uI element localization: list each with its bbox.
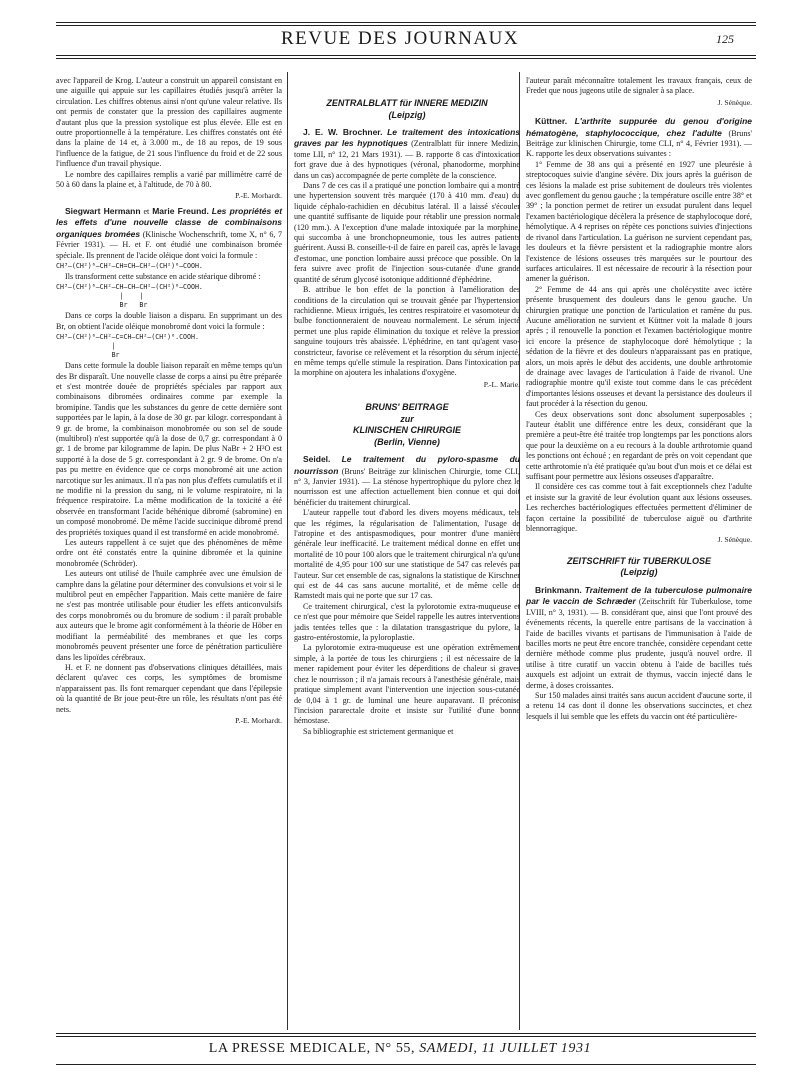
chemical-formula: CH³—(CH²)⁶—CH²—CH=CH—CH²—(CH²)⁶—COOH.: [56, 261, 203, 270]
paragraph: H. et F. ne donnent pas d'observations cliniques détaillées, mais déclarent qu'avec ces corps, les symptômes de bromisme n'apparaissent pas. Ils font remarquer cependant que dans l'épilepsie où la quantité de Br joue peut-être un rôle, les résultats n'ont pas été nets.: [56, 662, 282, 714]
journal-name: ZEITSCHRIFT für TUBERKULOSE: [567, 555, 711, 566]
author-signature: J. Sénèque.: [717, 97, 752, 107]
article-authors-2: Marie Freund.: [152, 205, 209, 216]
footer-date: SAMEDI, 11 JUILLET 1931: [419, 1041, 592, 1056]
paragraph: 2° Femme de 44 ans qui après une cholécystite avec ictère présente brusquement des douleurs dans le genou gauche. Un chirurgien pratique une ponction de l'articulation et ramène du pus. Aucune amélioration ne survient et Küttner voit la malade 8 jours après ; il renouvelle la ponction et l'examen bactériologique montre ici encore la présence de staphylocoque doré hémolytique ; la sédation de la fièvre et des douleurs n'apparaissant pas en pratique, alors, un mois après le début des accidents, une double arthrotomie de drainage avec lavages de l'articulation à l'aide de rivanol. Une radiographie montre qu'il existe tout comme dans le cas précédent d'importantes lésions osseuses et devant la persistance des douleurs il faut procéder à la résection du genou.: [526, 284, 752, 409]
journal-city: (Berlin, Vienne): [374, 436, 440, 447]
journal-name: BRUNS' BEITRAGE: [365, 402, 449, 413]
paragraph: Sa bibliographie est strictement germanique et: [303, 726, 454, 736]
article-title: Les propriétés et les effets d'une nouvelle classe de combinaisons organiques bromées: [56, 205, 283, 239]
paragraph: Il considère ces cas comme tout à fait exceptionnels chez l'adulte et insiste sur la gravité de leur évolution quant aux lésions osseuses. Les recherches bactériologiques effectuées permettent d'éliminer de façon certaine la possibilité de tuberculose aiguë ou d'arthrite blennorragique.: [526, 482, 752, 534]
paragraph: Les auteurs rappellent à ce sujet que des phénomènes de même ordre ont été constatés entre la quinine dibromée et la quinine monobromée (Schröder).: [56, 538, 282, 568]
paragraph: Dans cette formule la double liaison reparaît en même temps qu'un des Br disparaît. Une nouvelle classe de corps a ainsi pu être préparée et s'est montrée douée de propriétés spéciales par rapport aux combinaisons dibromées ordinaires comme par exemple la bromipine. Tandis que les substances du genre de cette dernière sont supportées par le lapin, à la dose de 30 gr. par kilogr. correspondant à 9 gr. de brome, la combinaison monobromée ou son sel de soude (multibrol) n'est supportée qu'à la dose de 0,7 gr. correspondant à 0 gr. 1 de brome par kilogramme de lapin. De plus NaBr + 2 H²O est supporté à la dose de 5 gr. correspondant à 2 gr. 9 de brome. On n'a pas pu mettre en évidence que ce corps monobromé ait une action narcotique sur les animaux. Il n'a pas non plus d'effets cumulatifs et il ne modifie ni la pression du sang, ni le volume respiratoire, ni la fréquence respiratoire. La même modification de la toxicité a été observée en transformant l'acide béhénique dibromé (sabromine) en un composé monobromé. De même l'acide succinique dibromé prend des propriétés toxiques quand il est transformé en acide monobromé.: [56, 361, 282, 537]
chemical-formula: CH³—(CH²)⁶—CH²—CH—CH—CH²—(CH²)⁶—COOH. | | Br Br: [56, 283, 203, 310]
paragraph: Dans 7 de ces cas il a pratiqué une ponction lombaire qui a montré une hypertension souvent très marquée (170 à 410 mm. d'eau) du liquide céphalo-rachidien en décubitus latéral. Il a laissé s'écouler une quantité suffisante de liquide pour rétablir une pression normale (120 mm.). A l'exception d'une malade intoxiquée par la morphine, qui succomba à une bronchopneumonie, tous les autres patients guérirent. Aussi B. conseille-t-il de faire en pareil cas, après le lavage d'estomac, une ponction lombaire aussi précoce que possible. On la fera suivre avec profit de l'injection sous-cutanée d'une grande quantité de sérum glycosé isotonique additionné d'éphédrine.: [294, 181, 520, 284]
footer-issue: N° 55,: [374, 1041, 416, 1056]
page-number: 125: [716, 32, 734, 46]
journal-city: (Leipzig): [620, 567, 658, 578]
column-2: [294, 76, 520, 737]
article-reference: (Klinische Wochenschrift, tome X, n° 6, 7 Février 1931). — H. et F. ont étudié une combinaison bromée spéciale. Ils prennent de l'acide oléique dont voici la formule :: [56, 229, 282, 260]
journal-city: (Leipzig): [388, 109, 426, 120]
journal-section-heading: [294, 402, 520, 448]
article-title: Le traitement des intoxications graves par les hypnotiques: [294, 127, 520, 149]
journal-name-2: KLINISCHEN CHIRURGIE: [352, 425, 461, 436]
article-heading: [56, 206, 282, 261]
header-top-rule-2: [56, 25, 756, 26]
paragraph: Dans ce corps la double liaison a disparu. En supprimant un des Br, on obtient l'acide oléique monobromé dont voici la formule :: [56, 311, 282, 331]
paragraph: 1° Femme de 38 ans qui a présenté en 1927 une pleurésie à streptocoques suivie d'angine sévère. Dix jours après la guérison de ces lésions la malade est prise subitement de douleurs très violentes avec gonflement du genou gauche ; la température oscille entre 38° et 39° ; la ponction permet de retirer un exsudat purulent dans lequel l'examen bactériologique décèlera la présence de staphylocoque doré, hémolytique. A 4 reprises on répète ces ponctions suivies d'injections de rivanol dans l'articulation. La guérison ne survient cependant pas, les douleurs et la fièvre persistent et la radiographie montre alors l'existence de lésions osseuses très marquées sur le pourtour des surfaces articulaires. Il est nécessaire de recourir à la résection pour amener la guérison.: [526, 159, 752, 284]
page-header-title: REVUE DES JOURNAUX: [280, 28, 520, 49]
journal-name: ZENTRALBLATT für INNERE MEDIZIN: [326, 98, 488, 108]
column-3: [526, 76, 752, 722]
article-reference: (Bruns' Beiträge zur klinischen Chirurgie, tome CLI, n° 4, Février 1931). — K. rapporte les deux observations suivantes :: [526, 128, 753, 159]
author-signature: P.-L. Marie.: [483, 379, 520, 389]
article-heading: [526, 585, 752, 691]
article-heading: [526, 116, 752, 160]
paragraph: L'auteur rappelle tout d'abord les divers moyens médicaux, tels que les régimes, la régularisation de l'alimentation, l'usage de l'atropine et des antispasmodiques, pour montrer d'une manière générale leur inefficacité. Le traitement médical donne en effet une mortalité de 10 pour 100 alors que le traitement chirurgical n'a qu'une mortalité de 4,95 pour 100 sur une statistique de 547 cas relevés par l'auteur. Sur cet ensemble de cas, signalons la statistique de Kirschner qui est de 44 cas sans aucune mortalité, et de même celle de Ramstedt mais qui ne porte que sur 17 cas.: [294, 508, 520, 601]
article-title: Le traitement du pyloro-spasme du nourrisson: [294, 454, 520, 476]
paragraph: Ce traitement chirurgical, c'est la pylorotomie extra-muqueuse et ce n'est que pour mémoire que Seidel rappelle les autres interventions jadis tentées telles que : la dilatation transgastrique du pylore, la gastro-entérostomie, la pyloroplastie.: [294, 601, 520, 643]
footer-top-rule-2: [56, 1036, 756, 1037]
paragraph: La pylorotomie extra-muqueuse est une opération extrêmement simple, à la portée de tous les chirurgiens ; il est nécessaire de la mener rapidement pour éviter les déperditions de chaleur si graves chez le nourrisson ; il n'a jamais recours à l'anesthésie générale, mais pratique simplement avant l'intervention une injection sous-cutanée de 0,04 à 1 gr. de luminal une heure auparavant. Il préconise l'incision pararectale droite et insiste sur l'utilité d'une bonne hémostase.: [294, 643, 520, 726]
chemical-formula: CH³—(CH²)⁶—CH²—C=CH—CH²—(CH²)⁶.COOH. | Br: [56, 333, 199, 360]
paragraph: Sur 150 malades ainsi traités sans aucun accident d'aucune sorte, il a retenu 14 cas dont il donne les observations succinctes, et chez lesquels il lui semble que les effets du vaccin ont été particulière-: [526, 690, 752, 721]
page-footer: [0, 1041, 800, 1057]
article-heading: [294, 454, 520, 508]
article-title: Traitement de la tuberculose pulmonaire par le vaccin de Schræder: [526, 584, 752, 607]
column-1: [56, 76, 282, 728]
journal-name-zur: zur: [400, 413, 414, 424]
paragraph: Ces deux observations sont donc absolument superposables ; l'auteur établit une différence entre les deux, considérant que la première a peut-être été traitée trop longtemps par les ponctions alors que pour la deuxième on a eu recours à la double arthrotomie quand les ponctions ont échoué ; en regardant de près on voit cependant que cette arthrotomie n'a été pratiquée qu'au bout d'un mois et ce délai est suffisant pour permettre aux lésions osseuses d'apparaître.: [526, 409, 752, 482]
author-signature: P.-E. Morhardt.: [235, 191, 282, 201]
article-author: Küttner.: [535, 116, 568, 127]
article-title: L'arthrite suppurée du genou d'origine hématogène, staphylococcique, chez l'adulte: [526, 116, 752, 138]
paragraph: l'auteur paraît méconnaître totalement les travaux français, ceux de Fredet que nous jugeons utile de signaler à sa place.: [526, 76, 752, 96]
header-top-rule: [56, 22, 756, 23]
journal-section-heading: [294, 98, 520, 121]
article-heading: [294, 127, 520, 181]
paragraph: avec l'appareil de Krog. L'auteur a construit un appareil consistant en une aiguille qui appuie sur les capillaires étudiés jusqu'à arrêter la circulation. Les chiffres obtenus ainsi n'ont qu'une valeur relative. Ils ont permis de constater que la pression des capillaires augmente d'autant plus que la pression systolique est plus élevée. Elle est en outre proportionnelle à la température. Les chiffres constatés ont été dans la plaine de 14 et, à 3.000 m., de 18 au repos, de 19 sous l'influence de la fatigue, de 21 sous l'influence du froid et de 22 sous l'influence d'un travail physique.: [56, 76, 282, 169]
paragraph: Ils transforment cette substance en acide stéarique dibromé :: [65, 271, 261, 281]
footer-journal: LA PRESSE MEDICALE,: [208, 1041, 371, 1056]
journal-section-heading: [526, 556, 752, 579]
article-author: J. E. W. Brochner.: [303, 127, 383, 137]
article-reference: (Bruns' Beiträge zur klinischen Chirurgie, tome CLI, n° 3, Janvier 1931). — La sténose hypertrophique du pylore chez le nourrisson est une affection actuellement bien connue et qui doit bénéficier du traitement chirurgical.: [294, 466, 520, 507]
article-reference: (Zentralblatt für innere Medizin, tome LII, n° 12, 21 Mars 1931). — B. rapporte 8 cas d'intoxication fort grave due à des hypnotiques (véronal, phanodorme, morphine dans un cas) accompagnée de perte complète de la conscience.: [294, 139, 520, 180]
header-bottom-rule: [56, 55, 756, 56]
article-authors: Siegwart Hermann: [65, 205, 141, 216]
author-signature: J. Sénèque.: [717, 535, 752, 545]
paragraph: B. attribue le bon effet de la ponction à l'amélioration des conditions de la circulation qui se trouvait gênée par l'hypertension rachidienne. Mieux irrigués, les centres respiratoire et vasomoteur du bulbe fonctionneraient de nouveau normalement. Le sérum injecté permet une plus rapide élimination du toxique et relève la pression sanguine toujours très abaissée. L'éphédrine, en tant qu'agent vaso-constricteur, favorise ce relèvement et la résorption du sérum injecté, en même temps qu'elle stimule la respiration. Dans l'intoxication par la morphine on ajoutera les inhalations d'oxygène.: [294, 285, 520, 378]
paragraph: Les auteurs ont utilisé de l'huile camphrée avec une émulsion de camphre dans la gélatine pour déterminer des convulsions et voir si le multibrol peut en empêcher l'apparition. Mais cette manière de faire ne s'est pas montrée utilisable pour étudier les effets anticonvulsifs des corps monobromés ou du bromure de sodium : il paraît probable aux auteurs que le brome agit conformément à la théorie de Höber en modifiant la perméabilité des membranes et que les corps monobromés peuvent présenter une force de pénétration particulière dans les lipoïdes cérébraux.: [56, 569, 282, 662]
author-signature: P.-E. Morhardt.: [235, 715, 282, 725]
header-bottom-rule-2: [56, 58, 756, 59]
column-separator-1: [287, 72, 288, 1030]
paragraph: Le nombre des capillaires remplis a varié par millimètre carré de 50 à 60 dans la plaine et, à l'altitude, de 70 à 80.: [56, 169, 282, 190]
article-author: Brinkmann.: [535, 584, 582, 595]
article-author: Seidel.: [303, 454, 331, 465]
article-authors-conj: et: [143, 206, 150, 216]
footer-bottom-rule: [56, 1064, 756, 1065]
article-reference: (Zeitschrift für Tuberkulose, tome LVIII, n° 3, 1931). — B. considérant que, ainsi que l'ont prouvé des événements récents, la querelle entre partisans de la vaccination à l'aide de bacilles vivants et partisans de l'immunisation à l'aide de bacilles morts ne peut être encore tranchée, considère cependant cette dernière méthode comme plus prudente, jusqu'à nouvel ordre. Il utilise à titre curatif un vaccin obtenu à l'aide de bacilles tués auxquels est adjoint un extrait de thymus, vaccin injecté dans le derme, à doses croissantes.: [526, 597, 753, 690]
footer-top-rule: [56, 1033, 756, 1034]
